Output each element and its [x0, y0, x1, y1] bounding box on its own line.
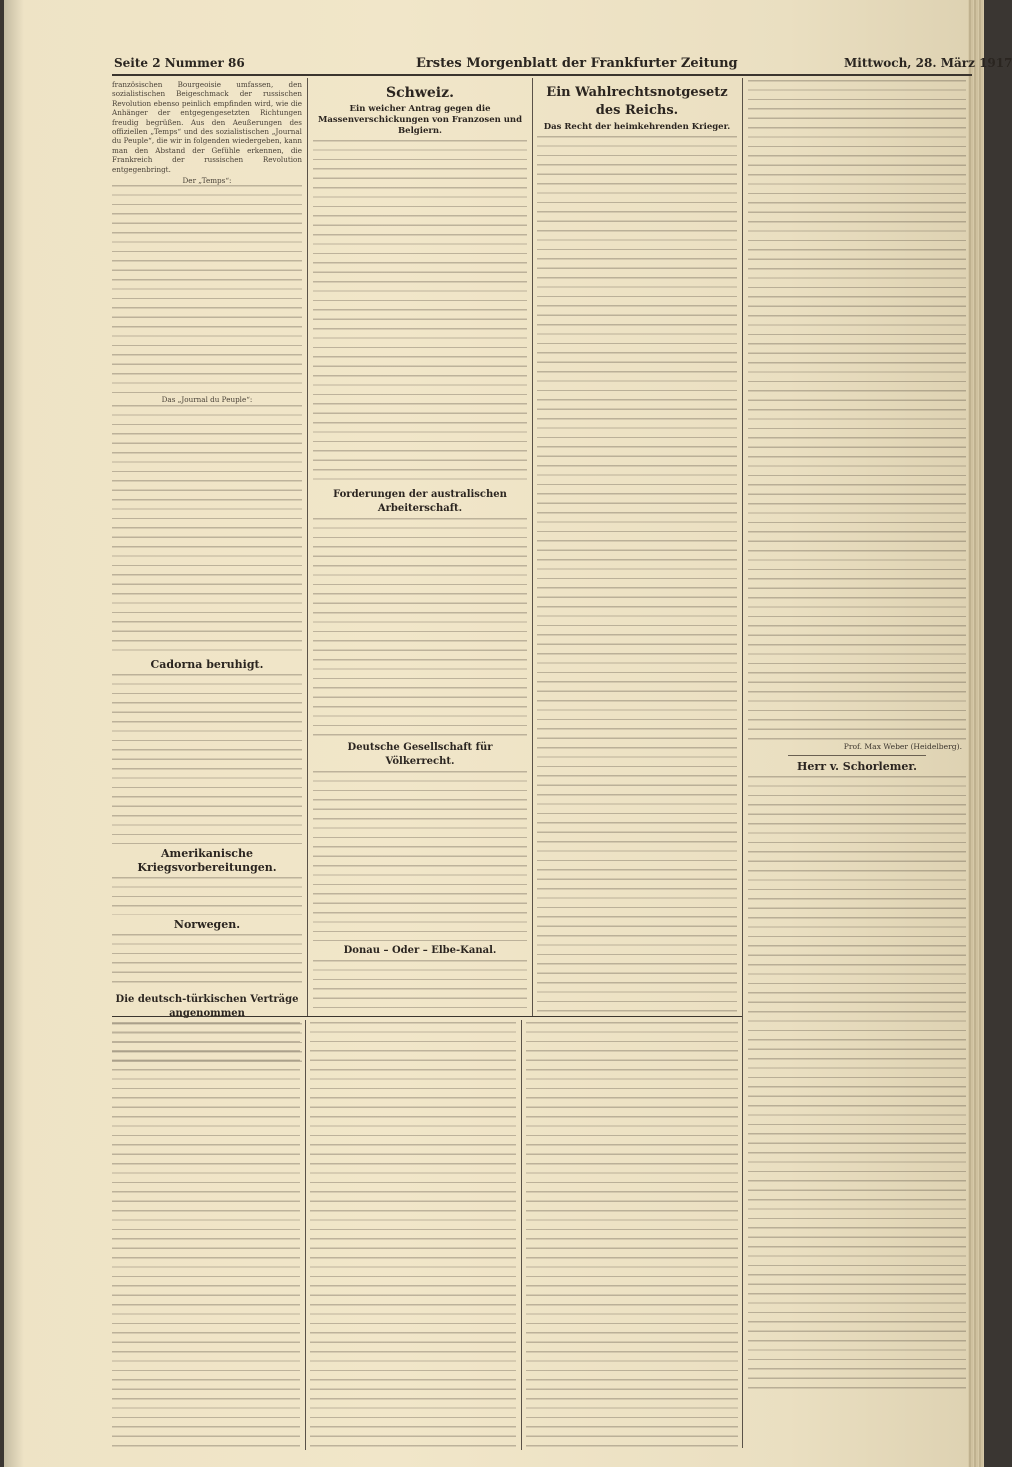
schweiz-subheading: Ein weicher Antrag gegen die Massenverschickungen von Franzosen und Belgiern.	[317, 104, 523, 136]
schweiz-heading: Schweiz.	[386, 85, 454, 101]
article-text	[313, 771, 527, 941]
column-1	[112, 80, 302, 1019]
wahlrecht-heading: Ein Wahlrechtsnotgesetz des Reichs.	[546, 85, 728, 118]
cadorna-heading: Cadorna beruhigt.	[150, 657, 264, 671]
article-text	[310, 1022, 516, 1447]
column-rule	[307, 78, 308, 1016]
article-text	[112, 934, 302, 990]
article-text	[748, 80, 966, 740]
issue-date: Mittwoch, 28. März 1917	[844, 56, 1012, 70]
article-text	[537, 136, 737, 1016]
intro-paragraph: französischen Bourgeoisie umfassen, den sozialistischen Beigeschmack der russischen Revolution ebenso peinlich empfinden wird, wie die Anhänger der entgegengesetzten Richtungen freudig begrüßen. Aus den Aeußerungen des offiziellen „Temps“ und des sozialistischen „Journal du Peuple“, die wir in folgenden wiedergeben, kann man den Abstand der Gefühle erkennen, die Frankreich der russischen Revolution entgegenbringt.	[112, 80, 302, 174]
binding-shadow	[4, 0, 24, 1467]
column-rule	[532, 78, 533, 1016]
column-rule	[305, 1020, 306, 1450]
article-text	[748, 776, 966, 1396]
feuilleton-column-3	[526, 1022, 738, 1447]
feuilleton-column-1	[112, 1022, 300, 1447]
arbeiter-heading: Forderungen der australischen Arbeiterschaft.	[333, 489, 507, 514]
peuple-label: Das „Journal du Peuple“:	[161, 395, 253, 405]
header-rule	[112, 74, 972, 76]
schorlemer-heading: Herr v. Schorlemer.	[797, 760, 917, 773]
feuilleton-column-2	[310, 1022, 516, 1447]
temps-label: Der „Temps“:	[182, 176, 232, 186]
article-text	[526, 1022, 738, 1447]
page-edge	[968, 0, 984, 1467]
page-number: Seite 2 Nummer 86	[114, 56, 245, 70]
donau-heading: Donau – Oder – Elbe-Kanal.	[343, 945, 497, 956]
vertraege-heading: Die deutsch-türkischen Verträge angenommen	[115, 993, 299, 1019]
article-text	[112, 674, 302, 844]
article-text	[112, 1022, 300, 1447]
masthead: Erstes Morgenblatt der Frankfurter Zeitung	[416, 56, 738, 71]
article-text	[313, 518, 527, 738]
author-signature: Prof. Max Weber (Heidelberg).	[843, 742, 962, 751]
column-2	[313, 80, 527, 1014]
norwegen-heading: Norwegen.	[173, 917, 241, 931]
article-text	[112, 405, 302, 655]
separator	[788, 755, 926, 756]
article-text	[112, 877, 302, 915]
article-text	[112, 185, 302, 395]
article-text	[313, 140, 527, 485]
column-3	[537, 80, 737, 1014]
newspaper-page	[4, 0, 1012, 1467]
column-rule	[742, 78, 743, 1448]
column-4	[748, 80, 966, 1450]
article-text	[313, 960, 527, 1008]
amerika-heading: Amerikanische Kriegsvorbereitungen.	[137, 846, 277, 874]
voelkerrecht-heading: Deutsche Gesellschaft für Völkerrecht.	[347, 742, 493, 767]
column-rule	[521, 1020, 522, 1450]
wahlrecht-subheading: Das Recht der heimkehrenden Krieger.	[543, 122, 731, 132]
